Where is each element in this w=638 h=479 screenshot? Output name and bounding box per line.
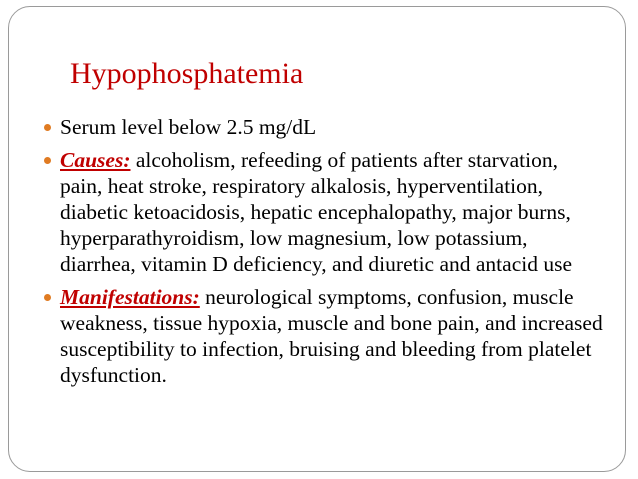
- causes-text: alcoholism, refeeding of patients after starvation, pain, heat stroke, respiratory alkalosis, hyperventilation, diabetic ketoacidosis, hepatic encephalopathy, major burns, hyperparathyroidism, low magnesium, low potassium, diarrhea, vitamin D deficiency, and diuretic and antacid use: [60, 148, 573, 276]
- bullet-list: [44, 114, 604, 395]
- bullet-manifestations: [44, 284, 604, 388]
- bullet-serum-level: [44, 114, 604, 140]
- manifestations-label: Manifestations:: [60, 285, 200, 309]
- bullet-causes: [44, 147, 604, 277]
- bullet-dot-icon: [44, 294, 51, 301]
- bullet-dot-icon: [44, 157, 51, 164]
- causes-label: Causes:: [60, 148, 131, 172]
- slide-title: Hypophosphatemia: [70, 57, 304, 90]
- bullet-text: Serum level below 2.5 mg/dL: [60, 115, 317, 139]
- bullet-dot-icon: [44, 124, 51, 131]
- manifestations-text: neurological symptoms, confusion, muscle weakness, tissue hypoxia, muscle and bone pain, and increased susceptibility to infection, bruising and bleeding from platelet dysfunction.: [60, 285, 603, 387]
